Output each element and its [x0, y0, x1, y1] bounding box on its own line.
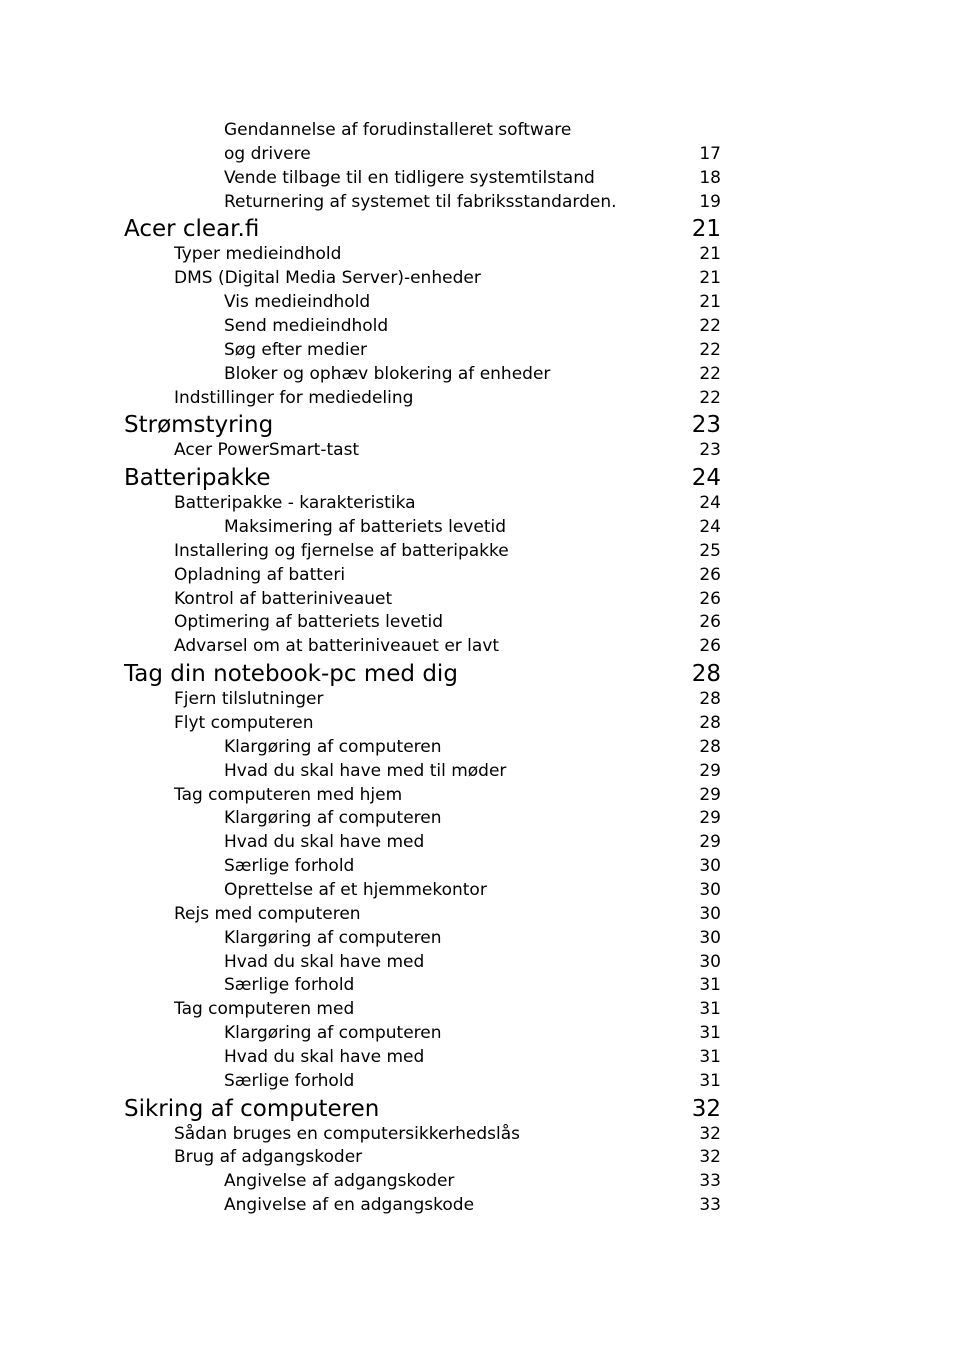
page-number: 19 — [699, 192, 721, 212]
entry-title: Tag computeren med — [174, 999, 355, 1019]
toc-entry[interactable] — [0, 142, 954, 166]
page-number: 32 — [691, 1096, 721, 1122]
entry-title: Angivelse af en adgangskode — [224, 1195, 475, 1215]
page-number: 30 — [699, 928, 721, 948]
page-number: 31 — [699, 975, 721, 995]
entry-title: Hvad du skal have med — [224, 1047, 425, 1067]
entry-title: Gendannelse af forudinstalleret software — [224, 120, 572, 140]
toc-entry[interactable] — [0, 1193, 954, 1217]
page-number: 26 — [699, 589, 721, 609]
entry-title: DMS (Digital Media Server)-enheder — [174, 268, 481, 288]
entry-title: Særlige forhold — [224, 975, 355, 995]
entry-title: Hvad du skal have med til møder — [224, 761, 507, 781]
toc-entry[interactable] — [0, 926, 954, 950]
entry-title: Bloker og ophæv blokering af enheder — [224, 364, 551, 384]
toc-entry[interactable] — [0, 1169, 954, 1193]
entry-title: Maksimering af batteriets levetid — [224, 517, 506, 537]
entry-title: Fjern tilslutninger — [174, 689, 324, 709]
toc-entry[interactable] — [0, 711, 954, 735]
toc-entry[interactable] — [0, 438, 954, 462]
entry-title: Flyt computeren — [174, 713, 314, 733]
entry-title: Klargøring af computeren — [224, 1023, 442, 1043]
page-number: 21 — [691, 216, 721, 242]
entry-title: Tag computeren med hjem — [174, 785, 403, 805]
page-number: 24 — [691, 465, 721, 491]
entry-title: og drivere — [224, 144, 311, 164]
chapter-title: Strømstyring — [124, 412, 274, 438]
page-number: 28 — [691, 661, 721, 687]
page-number: 29 — [699, 832, 721, 852]
entry-title: Kontrol af batteriniveauet — [174, 589, 393, 609]
page-number: 33 — [699, 1195, 721, 1215]
toc-entry[interactable] — [0, 759, 954, 783]
page-number: 29 — [699, 785, 721, 805]
page-number: 29 — [699, 808, 721, 828]
entry-title: Klargøring af computeren — [224, 808, 442, 828]
page-number: 30 — [699, 904, 721, 924]
toc-entry[interactable] — [0, 610, 954, 634]
toc-entry[interactable] — [0, 491, 954, 515]
page-number: 31 — [699, 1047, 721, 1067]
chapter-title: Tag din notebook-pc med dig — [124, 661, 458, 687]
page-number: 23 — [691, 412, 721, 438]
page-number: 26 — [699, 612, 721, 632]
toc-entry[interactable] — [0, 634, 954, 658]
toc-entry[interactable] — [0, 587, 954, 611]
page-number: 33 — [699, 1171, 721, 1191]
toc-entry[interactable] — [0, 735, 954, 759]
toc-entry[interactable] — [0, 386, 954, 410]
entry-title: Hvad du skal have med — [224, 952, 425, 972]
toc-entry[interactable] — [0, 1021, 954, 1045]
page-number: 31 — [699, 999, 721, 1019]
entry-title: Optimering af batteriets levetid — [174, 612, 444, 632]
toc-entry[interactable] — [0, 314, 954, 338]
toc-entry[interactable] — [0, 563, 954, 587]
page-number: 31 — [699, 1023, 721, 1043]
toc-entry[interactable] — [0, 1122, 954, 1146]
toc-entry[interactable] — [0, 242, 954, 266]
entry-title: Sådan bruges en computersikkerhedslås — [174, 1124, 520, 1144]
entry-title: Rejs med computeren — [174, 904, 361, 924]
toc-entry[interactable] — [0, 854, 954, 878]
page-number: 30 — [699, 880, 721, 900]
page-number: 22 — [699, 340, 721, 360]
page-number: 30 — [699, 856, 721, 876]
toc-chapter-entry[interactable] — [0, 660, 954, 688]
entry-title: Søg efter medier — [224, 340, 368, 360]
toc-chapter-entry[interactable] — [0, 215, 954, 243]
toc-entry[interactable] — [0, 539, 954, 563]
page-number: 21 — [699, 292, 721, 312]
page-number: 28 — [699, 737, 721, 757]
toc-entry[interactable] — [0, 973, 954, 997]
page-number: 32 — [699, 1147, 721, 1167]
entry-title: Hvad du skal have med — [224, 832, 425, 852]
toc-entry[interactable] — [0, 902, 954, 926]
toc-entry[interactable] — [0, 166, 954, 190]
toc-entry[interactable] — [0, 362, 954, 386]
toc-chapter-entry[interactable] — [0, 1095, 954, 1123]
toc-entry[interactable] — [0, 950, 954, 974]
page-number: 26 — [699, 565, 721, 585]
chapter-title: Sikring af computeren — [124, 1096, 380, 1122]
page-number: 29 — [699, 761, 721, 781]
toc-entry[interactable] — [0, 290, 954, 314]
page-number: 26 — [699, 636, 721, 656]
page-number: 18 — [699, 168, 721, 188]
toc-entry[interactable] — [0, 118, 954, 142]
toc-entry[interactable] — [0, 1145, 954, 1169]
page-number: 21 — [699, 244, 721, 264]
page-number: 31 — [699, 1071, 721, 1091]
toc-entry[interactable] — [0, 515, 954, 539]
page-number: 17 — [699, 144, 721, 164]
entry-title: Installering og fjernelse af batteripakke — [174, 541, 509, 561]
entry-title: Advarsel om at batteriniveauet er lavt — [174, 636, 500, 656]
chapter-title: Batteripakke — [124, 465, 271, 491]
entry-title: Særlige forhold — [224, 1071, 355, 1091]
toc-entry[interactable] — [0, 1069, 954, 1093]
page-number: 24 — [699, 517, 721, 537]
entry-title: Angivelse af adgangskoder — [224, 1171, 455, 1191]
toc-chapter-entry[interactable] — [0, 464, 954, 492]
page-number: 25 — [699, 541, 721, 561]
toc-chapter-entry[interactable] — [0, 411, 954, 439]
entry-title: Typer medieindhold — [174, 244, 342, 264]
page-number: 30 — [699, 952, 721, 972]
toc-entry[interactable] — [0, 338, 954, 362]
entry-title: Klargøring af computeren — [224, 928, 442, 948]
entry-title: Oprettelse af et hjemmekontor — [224, 880, 487, 900]
page-number: 21 — [699, 268, 721, 288]
page-number: 23 — [699, 440, 721, 460]
toc-entry[interactable] — [0, 687, 954, 711]
page-number: 28 — [699, 713, 721, 733]
toc-entry[interactable] — [0, 997, 954, 1021]
entry-title: Indstillinger for mediedeling — [174, 388, 414, 408]
page-number: 22 — [699, 364, 721, 384]
toc-entry[interactable] — [0, 266, 954, 290]
page-number: 32 — [699, 1124, 721, 1144]
toc-entry[interactable] — [0, 190, 954, 214]
entry-title: Særlige forhold — [224, 856, 355, 876]
entry-title: Returnering af systemet til fabriksstandarden. — [224, 192, 617, 212]
page-number: 24 — [699, 493, 721, 513]
toc-entry[interactable] — [0, 1045, 954, 1069]
toc-entry[interactable] — [0, 830, 954, 854]
toc-entry[interactable] — [0, 806, 954, 830]
toc-entry[interactable] — [0, 783, 954, 807]
chapter-title: Acer clear.fi — [124, 216, 260, 242]
entry-title: Vende tilbage til en tidligere systemtilstand — [224, 168, 595, 188]
entry-title: Brug af adgangskoder — [174, 1147, 363, 1167]
entry-title: Acer PowerSmart-tast — [174, 440, 360, 460]
entry-title: Batteripakke - karakteristika — [174, 493, 416, 513]
page-number: 28 — [699, 689, 721, 709]
entry-title: Opladning af batteri — [174, 565, 346, 585]
entry-title: Send medieindhold — [224, 316, 389, 336]
entry-title: Klargøring af computeren — [224, 737, 442, 757]
page-number: 22 — [699, 316, 721, 336]
entry-title: Vis medieindhold — [224, 292, 371, 312]
page-number: 22 — [699, 388, 721, 408]
toc-entry[interactable] — [0, 878, 954, 902]
